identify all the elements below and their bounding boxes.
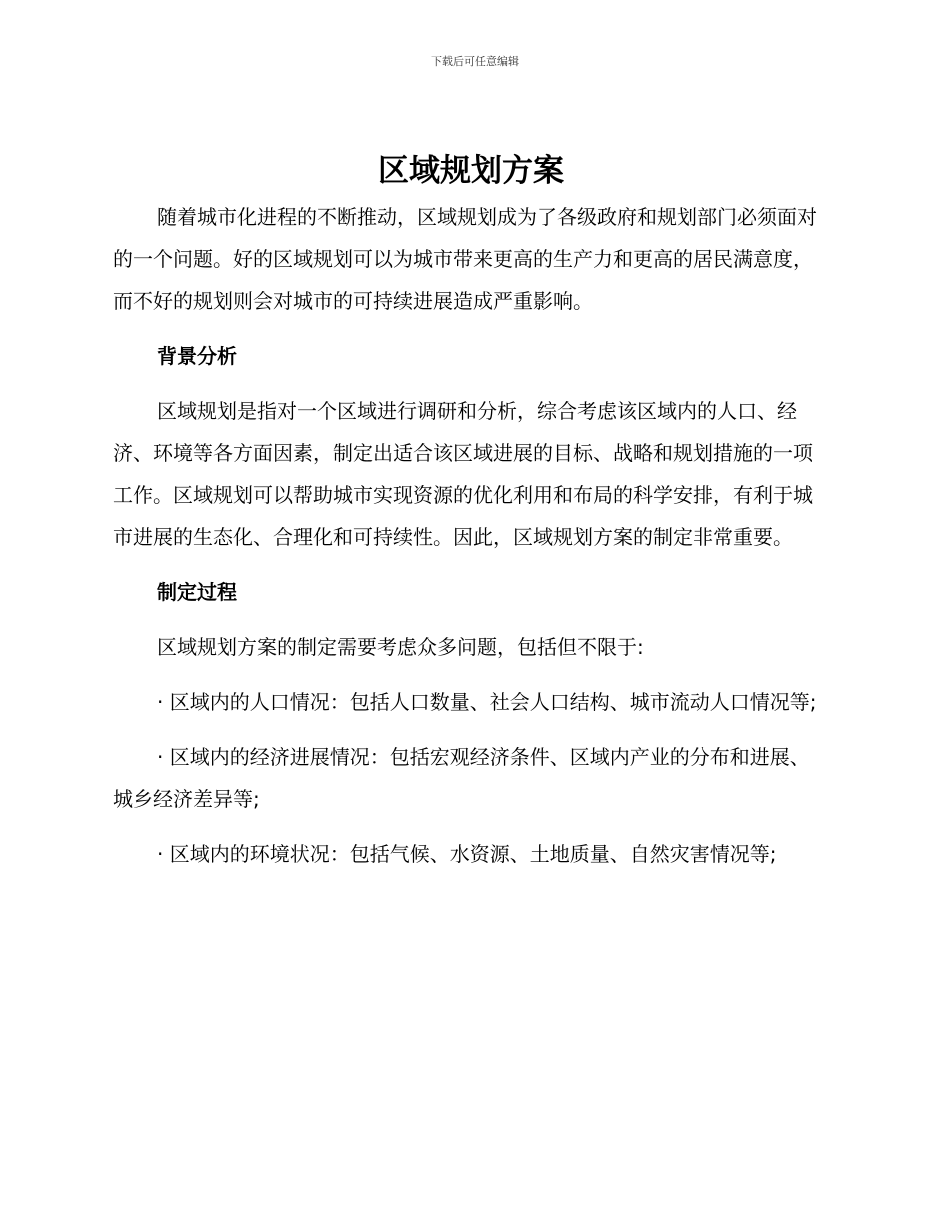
document-title: 区域规划方案 [378,153,564,189]
list-item-population: · 区域内的人口情况：包括人口数量、社会人口结构、城市流动人口情况等; [157,690,817,714]
list-item-environment: · 区域内的环境状况：包括气候、水资源、土地质量、自然灾害情况等; [157,842,777,866]
document-body [113,148,829,875]
page-header-note: 下载后可任意编辑 [431,55,519,68]
background-paragraph: 区域规划是指对一个区域进行调研和分析，综合考虑该区域内的人口、经济、环境等各方面因素，制定出适合该区域进展的目标、战略和规划措施的一项工作。区域规划可以帮助城市实现资源的优化利用和布局的科学安排，有利于城市进展的生态化、合理化和可持续性。因此，区域规划方案的制定非常重要。 [113,399,813,549]
process-intro-paragraph: 区域规划方案的制定需要考虑众多问题，包括但不限于: [157,635,644,659]
section-heading-process: 制定过程 [157,580,237,604]
list-item-economy: · 区域内的经济进展情况：包括宏观经济条件、区域内产业的分布和进展、城乡经济差异等; [113,745,810,811]
section-heading-background: 背景分析 [157,344,237,368]
intro-paragraph: 随着城市化进程的不断推动，区域规划成为了各级政府和规划部门必须面对的一个问题。好的区域规划可以为城市带来更高的生产力和更高的居民满意度，而不好的规划则会对城市的可持续进展造成严重影响。 [113,205,817,313]
